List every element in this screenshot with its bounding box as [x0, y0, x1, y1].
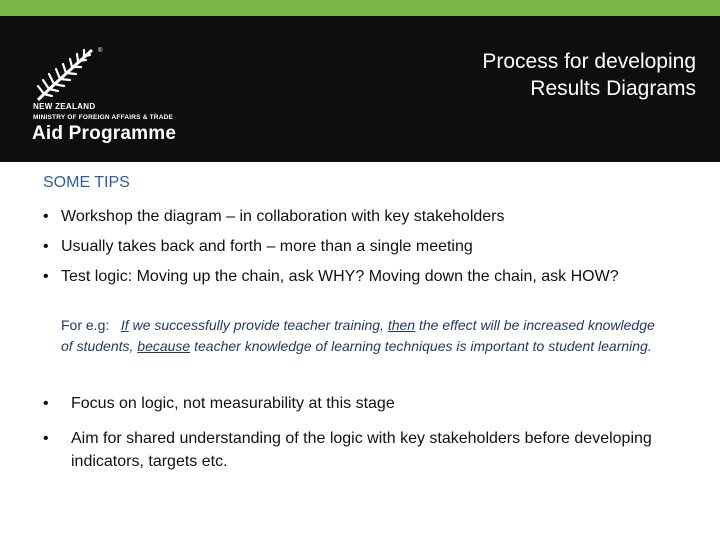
more-tips-list	[43, 392, 703, 485]
example-text-2: the effect will be increased knowledge of students,	[61, 317, 655, 354]
logo-programme-text: Aid Programme	[32, 123, 177, 144]
silver-fern-icon	[34, 46, 96, 102]
top-accent-bar	[0, 0, 720, 16]
bullet-icon: •	[43, 208, 49, 225]
bullet-icon: •	[43, 395, 49, 412]
bullet-icon: •	[43, 430, 49, 447]
example-text-1: we successfully provide teacher training,	[128, 317, 388, 333]
list-item	[43, 265, 693, 288]
example-lead: For e.g:	[61, 317, 110, 333]
tip-text: Usually takes back and forth – more than a single meeting	[61, 238, 473, 255]
example-body	[61, 317, 655, 354]
example-because-word: because	[137, 338, 191, 354]
tip-text: Aim for shared understanding of the logic with key stakeholders before developing indicators, targets etc.	[71, 430, 652, 470]
bullet-icon: •	[43, 238, 49, 255]
tip-text: Workshop the diagram – in collaboration with key stakeholders	[61, 208, 505, 225]
header-banner	[0, 16, 720, 162]
logo-ministry-text: MINISTRY OF FOREIGN AFFAIRS & TRADE	[33, 114, 174, 121]
example-then-word: then	[387, 317, 416, 333]
registered-mark: ®	[98, 48, 103, 54]
nz-aid-logo	[30, 34, 200, 154]
tip-text: Focus on logic, not measurability at this stage	[71, 395, 395, 412]
list-item	[43, 235, 693, 258]
example-if-word: If	[120, 317, 129, 333]
list-item	[43, 392, 703, 415]
list-item	[43, 427, 703, 473]
slide-title-line-1: Process for developing	[482, 50, 696, 73]
example-text-3: teacher knowledge of learning techniques is important to student learning.	[190, 338, 652, 354]
slide-title	[336, 48, 696, 102]
list-item	[43, 205, 693, 228]
slide-title-line-2: Results Diagrams	[530, 77, 696, 100]
tip-text: Test logic: Moving up the chain, ask WHY? Moving down the chain, ask HOW?	[61, 268, 619, 285]
bullet-icon: •	[43, 268, 49, 285]
tips-heading: SOME TIPS	[43, 174, 130, 191]
logo-country-text: NEW ZEALAND	[33, 102, 96, 111]
example-paragraph	[61, 315, 661, 357]
tips-list	[43, 205, 693, 295]
